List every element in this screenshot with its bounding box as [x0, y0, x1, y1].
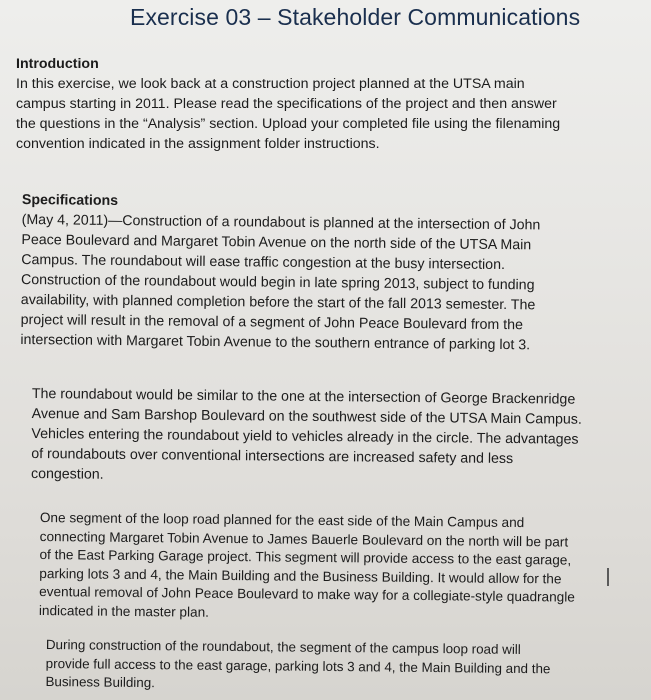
paragraph-line: provide full access to the east garage, parking lots 3 and 4, the Main Building and the	[45, 655, 551, 676]
specifications-section	[20, 190, 540, 355]
introduction-line: the questions in the “Analysis” section. Upload your completed file using the filenaming	[16, 116, 561, 132]
paragraph-line: indicated in the master plan.	[38, 602, 210, 620]
specifications-line: (May 4, 2011)—Construction of a roundabout is planned at the intersection of John	[21, 211, 541, 234]
specifications-line: availability, with planned completion before the start of the fall 2013 semester. The	[20, 291, 536, 314]
specifications-line: Construction of the roundabout would begin in late spring 2013, subject to funding	[20, 271, 535, 294]
paragraph-line: eventual removal of John Peace Boulevard to make way for a collegiate-style quadrangle	[39, 583, 575, 605]
paragraph-line: of the East Parking Garage project. This segment will provide access to the east garage,	[39, 546, 572, 568]
paragraph-line: Business Building.	[45, 673, 156, 691]
specifications-line: intersection with Margaret Tobin Avenue to the southern entrance of parking lot 3.	[20, 331, 531, 354]
introduction-line: convention indicated in the assignment folder instructions.	[16, 136, 380, 152]
specifications-line: Campus. The roundabout will ease traffic congestion at the busy intersection.	[21, 251, 506, 274]
text-cursor	[607, 568, 609, 586]
paragraph-line: The roundabout would be similar to the one at the intersection of George Brackenridge	[31, 385, 576, 408]
during-construction-paragraph	[45, 636, 550, 697]
document-title: Exercise 03 – Stakeholder Communications	[130, 4, 581, 30]
specifications-line: Peace Boulevard and Margaret Tobin Avenue on the north side of the UTSA Main	[21, 231, 532, 254]
paragraph-line: Avenue and Sam Barshop Boulevard on the southwest side of the UTSA Main Campus.	[31, 405, 582, 428]
loop-road-paragraph	[39, 509, 576, 626]
introduction-section	[16, 54, 560, 154]
roundabout-similar-paragraph	[31, 384, 582, 490]
introduction-line: In this exercise, we look back at a construction project planned at the UTSA main	[16, 76, 525, 92]
introduction-heading: Introduction	[16, 56, 99, 72]
specifications-heading: Specifications	[21, 191, 119, 210]
introduction-line: campus starting in 2011. Please read the specifications of the project and then answer	[16, 96, 557, 112]
specifications-line: project will result in the removal of a segment of John Peace Boulevard from the	[20, 311, 524, 334]
paragraph-line: During construction of the roundabout, the segment of the campus loop road will	[45, 636, 521, 657]
paragraph-line: connecting Margaret Tobin Avenue to James Bauerle Boulevard on the north will be part	[39, 528, 569, 550]
paragraph-line: of roundabouts over conventional intersections are increased safety and less	[31, 445, 514, 468]
paragraph-line: One segment of the loop road planned for the east side of the Main Campus and	[39, 509, 525, 531]
paragraph-line: congestion.	[30, 465, 104, 483]
paragraph-line: Vehicles entering the roundabout yield to vehicles already in the circle. The advantages	[31, 425, 579, 448]
paragraph-line: parking lots 3 and 4, the Main Building and the Business Building. It would allow for the	[39, 565, 562, 586]
